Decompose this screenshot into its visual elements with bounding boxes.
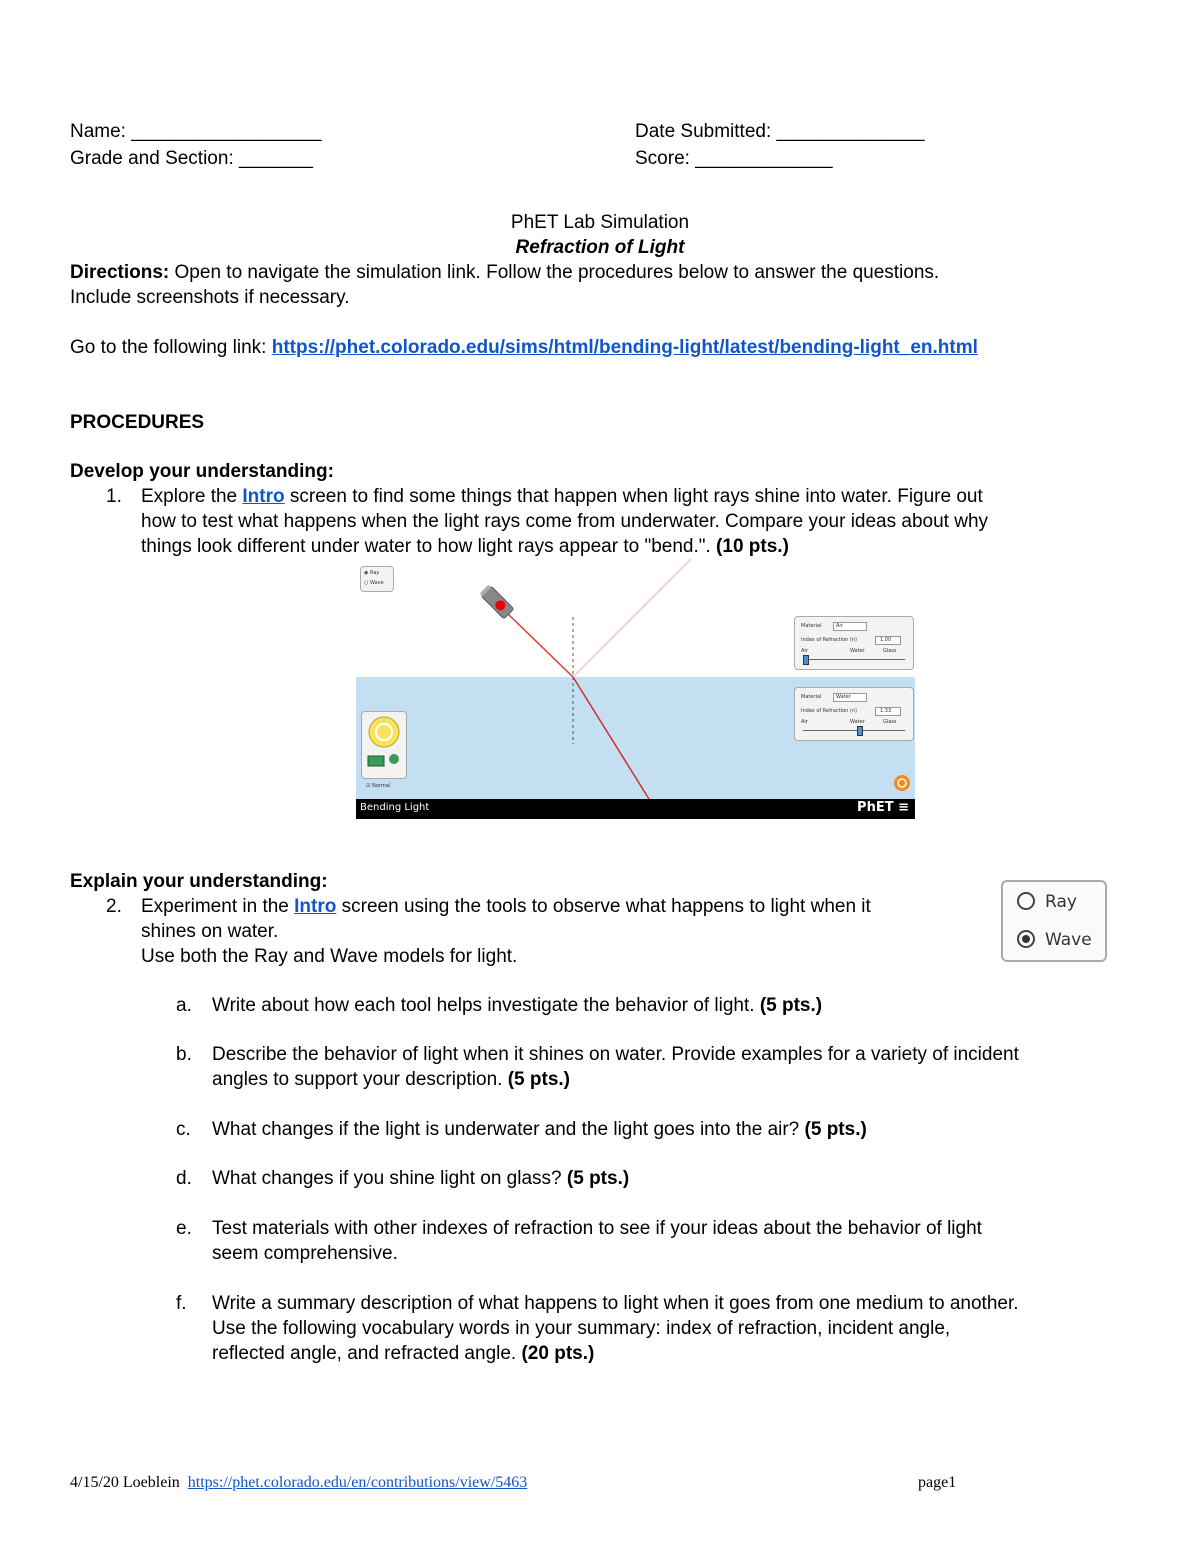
- water-index-field[interactable]: [875, 707, 901, 716]
- radio-ray-label: Ray: [1045, 892, 1077, 912]
- item-2-pre: Experiment in the: [141, 896, 295, 917]
- reset-icon[interactable]: [892, 773, 912, 793]
- protractor-icon: [369, 717, 399, 747]
- directions-label: Directions:: [70, 262, 170, 283]
- mini-ray-wave-panel[interactable]: ◉ Ray ○ Wave: [360, 566, 394, 592]
- sub-f-pts: (20 pts.): [521, 1343, 595, 1364]
- intensity-meter-icon: [368, 756, 384, 766]
- page-footer: [70, 1474, 527, 1492]
- water-slider-track[interactable]: [803, 730, 905, 731]
- item-2-number: 2.: [106, 896, 122, 917]
- ray-wave-radio-group[interactable]: [1001, 880, 1107, 962]
- air-slider-thumb[interactable]: [803, 655, 809, 665]
- explain-heading: Explain your understanding:: [70, 871, 328, 892]
- sub-a: [212, 994, 822, 1018]
- water-scale-glass: Glass: [883, 719, 897, 725]
- item-1-pre: Explore the: [141, 486, 243, 507]
- toolbox-panel[interactable]: [361, 711, 407, 779]
- sub-d-pts: (5 pts.): [566, 1168, 630, 1189]
- sub-c-text: What changes if the light is underwater and the light goes into the air?: [212, 1119, 805, 1140]
- air-index-label: Index of Refraction (n): [801, 637, 857, 643]
- page-number: page1: [918, 1474, 957, 1491]
- air-scale-glass: Glass: [883, 648, 897, 654]
- doc-subtitle: Refraction of Light: [515, 237, 685, 258]
- directions-text: Open to navigate the simulation link. Follow the procedures below to answer the questions.: [169, 262, 940, 283]
- sub-f-letter: f.: [176, 1293, 187, 1314]
- radio-wave-circle[interactable]: [1017, 930, 1035, 948]
- sub-f-text3: reflected angle, and refracted angle.: [212, 1343, 522, 1364]
- footer-author: 4/15/20 Loeblein: [70, 1474, 188, 1491]
- score-field: Score: _____________: [635, 148, 833, 169]
- doc-title: PhET Lab Simulation: [510, 212, 690, 233]
- air-slider-track[interactable]: [803, 659, 905, 660]
- procedures-heading: PROCEDURES: [70, 412, 205, 433]
- item-2-line-3: Use both the Ray and Wave models for light.: [141, 946, 518, 967]
- radio-ray-circle[interactable]: [1017, 892, 1035, 910]
- sub-d-text: What changes if you shine light on glass?: [212, 1168, 567, 1189]
- sub-b-letter: b.: [176, 1044, 192, 1065]
- reflected-ray: [573, 559, 691, 677]
- intro-link-2[interactable]: Intro: [294, 896, 337, 917]
- refracted-ray: [573, 677, 649, 799]
- item-1-line-3-text: things look different under water to how light rays appear to "bend.".: [141, 536, 717, 557]
- sub-c: [212, 1118, 867, 1142]
- air-scale-air: Air: [801, 648, 808, 654]
- simulation-screenshot: ◉ Ray ○ Wave Material Air Index of Refraction (n) 1.00 Air Water Glass Material Water Index of Refraction (n) 1.33 Air Water Glass ☑ Normal Bending Light PhET ≡: [356, 559, 915, 819]
- radio-ray[interactable]: [1017, 892, 1077, 912]
- item-1-post: screen to find some things that happen when light rays shine into water. Figure out: [284, 486, 983, 507]
- name-field: Name: __________________: [70, 121, 322, 142]
- probe-icon: [389, 754, 399, 764]
- intro-link-1[interactable]: Intro: [242, 486, 285, 507]
- sub-e-letter: e.: [176, 1218, 192, 1239]
- item-2-line-1: [141, 895, 871, 919]
- directions: [70, 261, 939, 285]
- sim-navbar: [356, 799, 915, 819]
- sub-b-pts: (5 pts.): [507, 1069, 571, 1090]
- normal-checkbox-label: Normal: [372, 783, 391, 789]
- air-material-select[interactable]: [833, 622, 867, 631]
- incident-ray: [508, 614, 573, 677]
- link-line: [70, 336, 978, 360]
- water-index-value: 1.33: [880, 708, 892, 714]
- air-option: Air: [836, 623, 843, 629]
- sub-c-pts: (5 pts.): [804, 1119, 867, 1140]
- water-scale-air: Air: [801, 719, 808, 725]
- water-index-label: Index of Refraction (n): [801, 708, 857, 714]
- item-2-line-2: shines on water.: [141, 921, 279, 942]
- water-material-panel[interactable]: [794, 687, 914, 741]
- footer-link[interactable]: https://phet.colorado.edu/en/contributions/view/5463: [187, 1474, 528, 1491]
- date-submitted-field: Date Submitted: ______________: [635, 121, 925, 142]
- directions-text-2: Include screenshots if necessary.: [70, 287, 350, 308]
- air-index-value: 1.00: [880, 637, 892, 643]
- link-prefix: Go to the following link:: [70, 337, 272, 358]
- item-1-number: 1.: [106, 486, 122, 507]
- sub-c-letter: c.: [176, 1119, 191, 1140]
- radio-wave[interactable]: [1017, 930, 1092, 950]
- sim-title: Bending Light: [360, 802, 430, 813]
- sub-a-text: Write about how each tool helps investigate the behavior of light.: [212, 995, 760, 1016]
- sub-b-line-1: Describe the behavior of light when it shines on water. Provide examples for a variety of incident: [212, 1044, 1019, 1065]
- sub-e-line-2: seem comprehensive.: [212, 1243, 398, 1264]
- sub-b-line-2: [212, 1068, 570, 1092]
- item-1-line-1: [141, 485, 983, 509]
- sub-d: [212, 1167, 629, 1191]
- phet-logo[interactable]: PhET ≡: [857, 800, 909, 815]
- item-2-post: screen using the tools to observe what happens to light when it: [336, 896, 871, 917]
- grade-section-field: Grade and Section: _______: [70, 148, 313, 169]
- item-1-line-3: [141, 535, 789, 559]
- item-1-points: (10 pts.): [716, 536, 789, 557]
- sub-f-line-1: Write a summary description of what happens to light when it goes from one medium to another.: [212, 1293, 1019, 1314]
- air-scale-water: Water: [850, 648, 865, 654]
- sub-e-line-1: Test materials with other indexes of refraction to see if your ideas about the behavior of light: [212, 1218, 982, 1239]
- sub-b-text2: angles to support your description.: [212, 1069, 508, 1090]
- item-1-line-2: how to test what happens when the light rays come from underwater. Compare your ideas about why: [141, 511, 989, 532]
- sub-a-pts: (5 pts.): [759, 995, 823, 1016]
- water-material-select[interactable]: [833, 693, 867, 702]
- develop-heading: Develop your understanding:: [70, 461, 334, 482]
- sub-d-letter: d.: [176, 1168, 192, 1189]
- sub-f-line-3: [212, 1342, 594, 1366]
- sub-a-letter: a.: [176, 995, 192, 1016]
- mini-wave-label: Wave: [369, 580, 384, 586]
- air-index-field[interactable]: [875, 636, 901, 645]
- air-material-label: Material: [801, 623, 822, 629]
- laser-pointer-icon: [479, 584, 514, 619]
- air-material-panel[interactable]: [794, 616, 914, 670]
- radio-wave-label: Wave: [1045, 930, 1092, 950]
- sub-f-line-2: Use the following vocabulary words in your summary: index of refraction, incident angle,: [212, 1318, 951, 1339]
- simulation-link[interactable]: https://phet.colorado.edu/sims/html/bending-light/latest/bending-light_en.html: [271, 337, 978, 358]
- water-material-label: Material: [801, 694, 822, 700]
- water-scale-water: Water: [850, 719, 865, 725]
- water-option: Water: [836, 694, 851, 700]
- mini-ray-label: Ray: [369, 570, 380, 576]
- water-slider-thumb[interactable]: [857, 726, 863, 736]
